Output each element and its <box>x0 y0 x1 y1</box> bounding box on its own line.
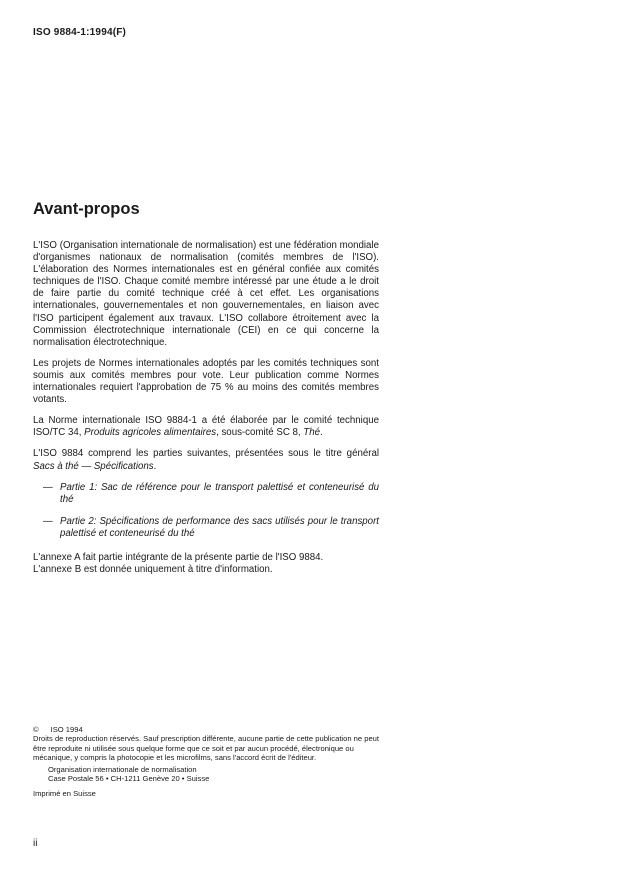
dash-marker: — <box>43 515 53 527</box>
rights-notice: Droits de reproduction réservés. Sauf prescription différente, aucune partie de cette publication ne peut être reproduite ni utilisée sous quelque forme que ce soit et par aucun procédé, électronique ou mécanique, y compris la photocopie et les microfilms, sans l'accord écrit de l'éditeur. <box>33 734 380 763</box>
copyright-footer <box>33 725 383 799</box>
organization-address: Case Postale 56 • CH-1211 Genève 20 • Suisse <box>48 774 210 784</box>
paragraph-voting: Les projets de Normes internationales adoptés par les comités techniques sont soumis aux comités membres pour vote. Leur publication comme Normes internationales requiert l'approbation de 75 % au moins des comités membres votants. <box>33 357 379 406</box>
list-item-text: Partie 1: Sac de référence pour le transport palettisé et conteneurisé du thé <box>60 481 379 505</box>
paragraph-iso-description: L'ISO (Organisation internationale de normalisation) est une fédération mondiale d'organismes nationaux de normalisation (comités membres de l'ISO). L'élaboration des Normes internationales est en général confiée aux comités techniques de l'ISO. Chaque comité membre intéressé par une étude a le droit de faire partie du comité technique créé à cet effet. Les organisations internationales, gouvernementales et non gouvernementales, en liaison avec l'ISO participent également aux travaux. L'ISO collabore étroitement avec la Commission électrotechnique internationale (CEI) en ce qui concerne la normalisation électrotechnique. <box>33 240 379 348</box>
copyright-icon: © <box>33 725 39 734</box>
organization-name: Organisation internationale de normalisation <box>48 764 197 774</box>
page-number: ii <box>33 838 38 849</box>
list-item-part-1 <box>43 482 379 506</box>
printed-in: Imprimé en Suisse <box>33 789 96 799</box>
paragraph-annexes: L'annexe A fait partie intégrante de la présente partie de l'ISO 9884. L'annexe B est donnée uniquement à titre d'information. <box>33 551 324 576</box>
foreword-body <box>33 240 379 585</box>
paragraph-committee: La Norme internationale ISO 9884-1 a été élaborée par le comité technique ISO/TC 34, Produits agricoles alimentaires, sous-comité SC 8, Thé. <box>33 415 379 439</box>
copyright-text: ISO 1994 <box>50 725 83 734</box>
copyright-line <box>33 725 383 734</box>
list-item-part-2 <box>43 516 379 540</box>
section-title: Avant-propos <box>33 200 140 218</box>
list-item-text: Partie 2: Spécifications de performance des sacs utilisés pour le transport palettisé et conteneurisé du thé <box>60 515 379 539</box>
document-id-header: ISO 9884-1:1994(F) <box>33 27 127 38</box>
paragraph-parts-intro: L'ISO 9884 comprend les parties suivantes, présentées sous le titre général Sacs à thé — Spécifications. <box>33 448 379 472</box>
dash-marker: — <box>43 481 53 493</box>
